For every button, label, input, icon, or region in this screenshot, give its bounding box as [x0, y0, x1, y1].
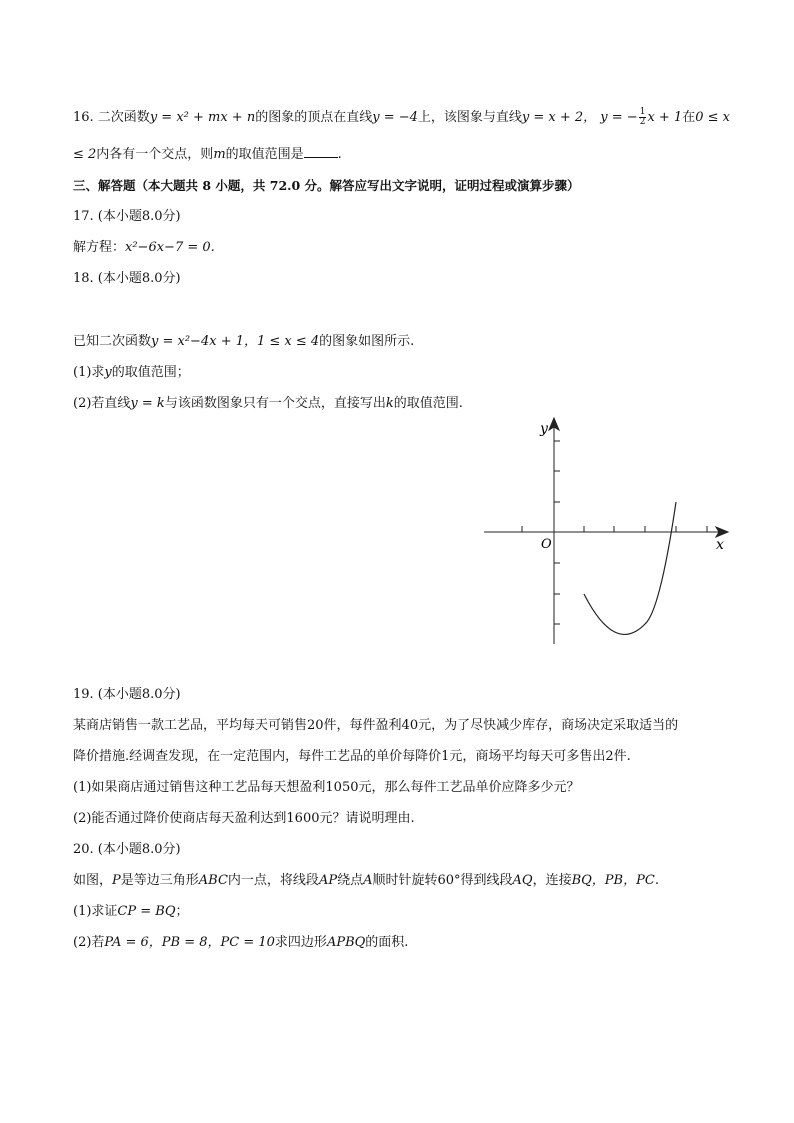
q16-curve-eq: y = x² + mx + n: [149, 110, 256, 125]
q20-t-g: 绕点: [337, 873, 364, 888]
q16-text-a: 的图象的顶点在直线: [255, 110, 373, 125]
q16-range-a: 0 ≤ x: [695, 110, 730, 125]
q16-line2: [73, 145, 342, 164]
q16-end: .: [337, 147, 342, 162]
q18-intro-eq: y = x²−4x + 1，1 ≤ x ≤ 4: [151, 334, 320, 349]
q19-head: 19. (本小题8.0分): [73, 687, 181, 702]
q18-intro-a: 已知二次函数: [73, 334, 152, 349]
q18-p2-a: (2)若直线: [73, 396, 131, 411]
q16-line1: [73, 108, 730, 127]
q16-var-m: m: [213, 147, 226, 162]
frac-numerator: 1: [639, 107, 646, 117]
q17-text: 解方程：: [73, 240, 126, 255]
q18-p1-var: y: [104, 365, 112, 380]
section-3-heading: 三、解答题（本大题共 8 小题，共 72.0 分。解答应写出文字说明，证明过程或演算步骤）: [73, 178, 580, 193]
q20-t-m: .: [654, 873, 659, 888]
q18-p1-b: 的取值范围；: [111, 365, 190, 380]
q18-p2-c: 的取值范围.: [393, 396, 463, 411]
q20-seg-ap: AP: [318, 873, 338, 888]
q18-intro: [73, 333, 414, 351]
q18-p1-a: (1)求: [73, 365, 105, 380]
q20-p2-eq: PA = 6，PB = 8，PC = 10: [104, 935, 275, 950]
q16-line-eq3b: x + 1: [647, 110, 683, 125]
q16-text-e: 的取值范围是: [225, 147, 304, 162]
q16-text-d: 内各有一个交点，则: [96, 147, 214, 162]
q16-line-eq3a: ， y = −: [583, 110, 638, 125]
q16-range-b: ≤ 2: [73, 147, 97, 162]
q20-head: 20. (本小题8.0分): [73, 842, 181, 857]
q20-point-p: P: [112, 873, 121, 888]
q20-point-a: A: [363, 873, 373, 888]
q20-p2-var: APBQ: [326, 935, 366, 950]
frac-denominator: 2: [639, 117, 646, 127]
q20-t-a: 如图，: [73, 873, 113, 888]
q20-p2-c: 的面积.: [365, 935, 409, 950]
q20-t-c: 是等边三角形: [120, 873, 199, 888]
q20-t-k: ，连接: [532, 873, 572, 888]
q20-triangle: ABC: [198, 873, 228, 888]
q17-head: 17. (本小题8.0分): [73, 209, 181, 224]
q20-p1-b: ；: [175, 904, 189, 919]
q18-part2: [73, 395, 463, 413]
q18-p2-var: k: [385, 396, 394, 411]
q20-p2-b: 求四边形: [274, 935, 327, 950]
q20-seg-aq: AQ: [512, 873, 533, 888]
q20-p1-eq: CP = BQ: [117, 904, 176, 919]
q20-part1: [73, 903, 189, 921]
x-axis-label: x: [716, 537, 724, 553]
q19-part1: (1)如果商店通过销售这种工艺品每天想盈利1050元，那么每件工艺品单价应降多少元？: [73, 780, 580, 795]
q20-p2-a: (2)若: [73, 935, 105, 950]
q16-line-eq2: y = x + 2: [521, 110, 584, 125]
q17-equation: x²−6x−7 = 0.: [125, 240, 215, 255]
q20-t-i: 顺时针旋转60°得到线段: [372, 873, 513, 888]
q16-prefix: 16. 二次函数: [73, 110, 150, 125]
q19-part2: (2)能否通过降价使商店每天盈利达到1600元？请说明理由.: [73, 811, 415, 826]
q19-line2: 降价措施.经调查发现，在一定范围内，每件工艺品的单价每降价1元，商场平均每天可多售出2件.: [73, 749, 631, 764]
q16-text-b: 上，该图象与直线: [417, 110, 522, 125]
q16-line-eq1: y = −4: [372, 110, 418, 125]
q18-p2-b: 与该函数图象只有一个交点，直接写出: [164, 396, 386, 411]
origin-label: O: [541, 537, 552, 552]
q19-line1: 某商店销售一款工艺品，平均每天可销售20件，每件盈利40元，为了尽快减少库存，商场决定采取适当的: [73, 718, 679, 733]
q20-p1-a: (1)求证: [73, 904, 118, 919]
q18-intro-b: 的图象如图所示.: [319, 334, 415, 349]
q18-part1: [73, 364, 190, 382]
answer-blank: [304, 145, 338, 158]
q18-p2-eq: y = k: [130, 396, 165, 411]
q16-fraction: [639, 108, 647, 127]
q20-t-e: 内一点，将线段: [227, 873, 319, 888]
q20-segs: BQ，PB，PC: [571, 873, 655, 888]
y-axis-label: y: [540, 421, 548, 437]
q16-text-c: 在: [682, 110, 696, 125]
parabola-curve: [584, 502, 676, 634]
q20-part2: [73, 934, 408, 952]
q17-body: [73, 239, 215, 257]
parabola-graph: [470, 412, 740, 652]
q20-line1: [73, 872, 659, 890]
q18-head: 18. (本小题8.0分): [73, 271, 181, 286]
